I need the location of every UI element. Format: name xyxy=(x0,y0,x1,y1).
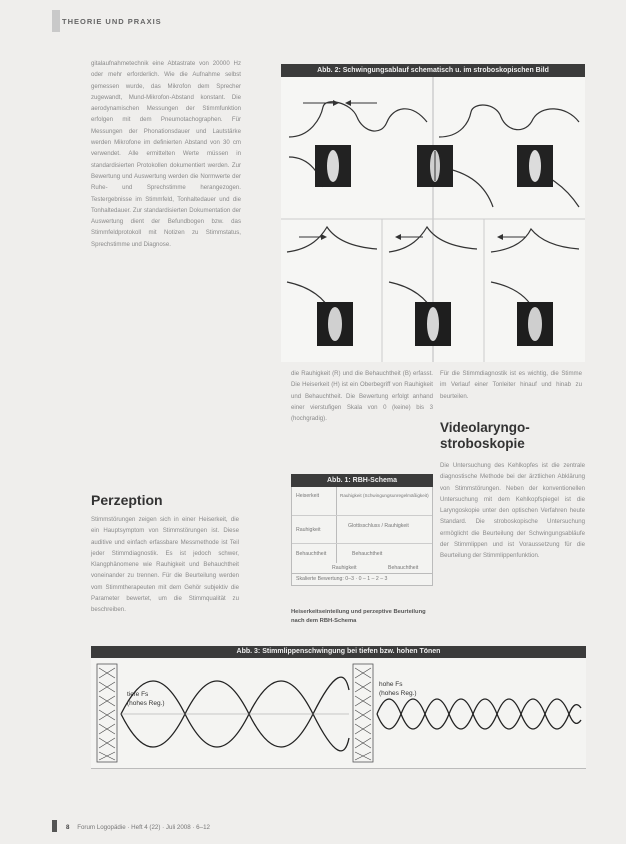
figure-2 xyxy=(281,64,585,362)
table-divider xyxy=(292,515,432,516)
column-mid-text: die Rauhigkeit (R) und die Behauchtheit (B) erfasst. Die Heiserkeit (H) ist ein Oberbegriff von Rauhigkeit und Behauchtheit. Die Bewertung erfolgt anhand einer vierstufigen Skala von 0 (keine) bis 3 (hochgradig). xyxy=(291,370,433,423)
section-perzeption xyxy=(91,492,239,616)
table-caption: Heiserkeitseinteilung und perzeptive Beurteilung nach dem RBH-Schema xyxy=(291,609,426,624)
table-divider xyxy=(292,573,432,574)
table-rbh-body xyxy=(291,487,433,586)
table-rbh xyxy=(291,474,433,586)
column-right-text: Für die Stimmdiagnostik ist es wichtig, die Stimme im Verlauf einer Tonleiter hinauf und hinab zu beurteilen. xyxy=(440,370,582,400)
heading-perzeption: Perzeption xyxy=(91,492,163,508)
heading-videolaryngo xyxy=(440,420,585,452)
label-low-line-2: (hohes Reg.) xyxy=(127,700,165,707)
section-videolaryngo xyxy=(440,420,585,562)
heading-line-1: Videolaryngo- xyxy=(440,420,530,435)
heading-line-2: stroboskopie xyxy=(440,436,525,451)
perzeption-text: Stimmstörungen zeigen sich in einer Heiserkeit, die ein Hauptsymptom von Stimmstörungen ist. Diese auditive und einfach erfassbare Messmethode ist Teil jeder Stimmdiagnostik. Es ist jedoch schwer, Klangphänomene wie Rauhigkeit und Behauchtheit voneinander zu trennen. Für die Beurteilung werden vom Stimmtherapeuten mit dem Gehör subjektiv die Parameter bewertet, um die Stimmqualität zu beschreiben. xyxy=(91,516,239,614)
figure-2-drawing xyxy=(281,77,585,362)
table-cell: Rauhigkeit (Schwingungsunregelmäßigkeit) xyxy=(340,493,429,498)
table-scale: Skalierte Bewertung: 0–3 · 0 – 1 – 2 – 3 xyxy=(296,576,388,582)
table-divider xyxy=(336,487,337,563)
table-divider xyxy=(292,543,432,544)
figure-3-label-low xyxy=(127,690,165,708)
figure-3-label-high xyxy=(379,680,417,698)
running-head: THEORIE UND PRAXIS xyxy=(62,17,162,26)
table-cell: Behauchtheit xyxy=(388,565,419,571)
figure-3-title: Abb. 3: Stimmlippenschwingung bei tiefen bzw. hohen Tönen xyxy=(91,646,586,658)
videolaryngo-text: Die Untersuchung des Kehlkopfes ist die zentrale diagnostische Methode bei der ärztlichen Abklärung von Stimmstörungen. Neben der konventionellen Untersuchung mit dem Kehlkopfspiegel ist die Laryngoskopie unter den optischen Verfahren heute Standard. Die stroboskopische Untersuchung ermöglicht die Beurteilung der Schwingungsabläufe der Stimmlippen und ist Voraussetzung für die Beurteilung der Stimmlippenfunktion. xyxy=(440,462,585,560)
table-row-label: Behauchtheit xyxy=(296,551,327,557)
figure-3 xyxy=(91,646,586,769)
table-cell: Behauchtheit xyxy=(352,551,383,557)
column-1-text: gitalaufnahmetechnik eine Abtastrate von 20000 Hz oder mehr erforderlich. Wie die Aufnahme selbst gemessen wurde, das Mikrofon dem Sprecher zugewandt, Mund-Mikrofon-Abstand konstant. Die aerodynamischen Messungen der Stimmfunktion erfolgen mit dem Pneumotachographen. Für Messungen der Phonationsdauer und Lautstärke werden Mikrofone im definierten Abstand von 30 cm verwendet. Alle ermittelten Werte müssen in standardisierten Protokollen dokumentiert werden. Zur Bewertung und Auswertung werden die Normwerte der Ruhe- und Sprechstimme herangezogen. Testergebnisse im Stimmfeld, Tonhaltedauer und die Tonhaltedauer. Zur standardisierten Dokumentation der Auswertung dient der Befundbogen bzw. das Stimmfeldprotokoll mit Notizen zu Stimmstatus, Sprechstimme und Diagnose. xyxy=(91,60,241,248)
page-number: 8 xyxy=(66,824,70,831)
label-low-line-1: tiefe Fs xyxy=(127,691,149,698)
figure-3-drawing xyxy=(91,658,586,768)
table-cell: Rauhigkeit xyxy=(332,565,357,571)
table-rbh-title: Abb. 1: RBH-Schema xyxy=(291,474,433,487)
label-high-line-2: (hohes Reg.) xyxy=(379,690,417,697)
label-high-line-1: hohe Fs xyxy=(379,681,403,688)
table-row-label: Heiserkeit xyxy=(296,493,320,499)
footer-text: Forum Logopädie · Heft 4 (22) · Juli 2008 · 6–12 xyxy=(77,824,210,831)
table-cell: Glottisschluss / Rauhigkeit xyxy=(348,523,409,529)
footer xyxy=(58,824,210,831)
table-row-label: Rauhigkeit xyxy=(296,527,321,533)
figure-2-title: Abb. 2: Schwingungsablauf schematisch u. im stroboskopischen Bild xyxy=(281,64,585,77)
corner-tab xyxy=(52,10,60,32)
footer-mark xyxy=(52,820,57,832)
